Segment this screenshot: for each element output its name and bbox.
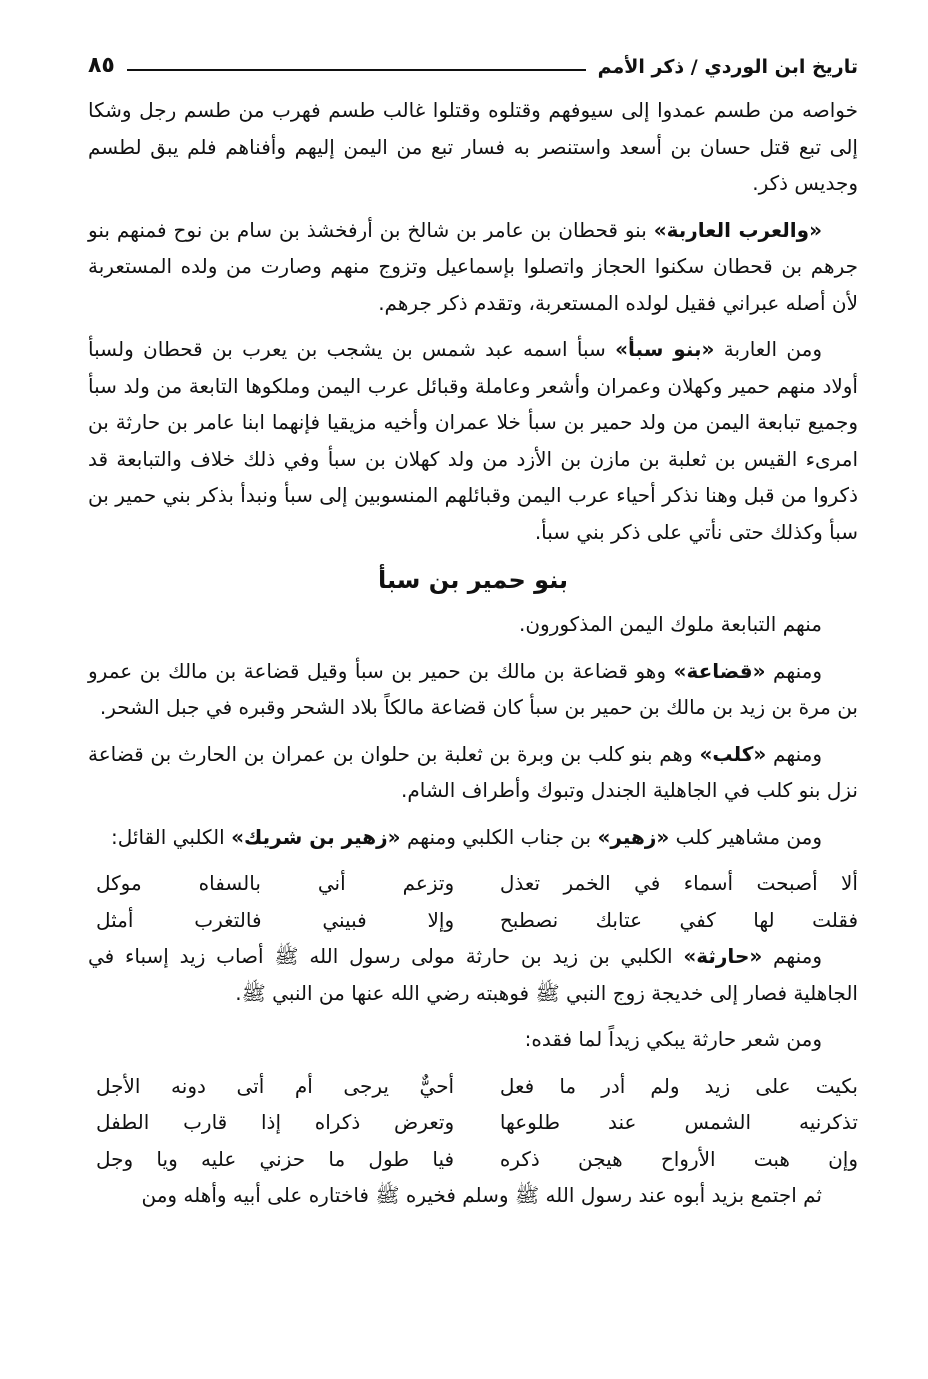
paragraph-6-lead: ومنهم <box>766 741 822 766</box>
poem-1-verse-2 <box>88 902 858 939</box>
term-zuhair-bin-sharik: «زهير بن شريك» <box>231 824 401 849</box>
paragraph-3-text: سبأ اسمه عبد شمس بن يشجب بن يعرب بن قحطان ولسبأ أولاد منهم حمير وكهلان وعمران وأشعر وعاملة وقبائل عرب اليمن وملكوها التابعة من ولد سبأ وجميع تبابعة اليمن من ولد حمير بن سبأ خلا عمران وأخيه مزيقيا فإنهما ابنا عامر بن حارثة بن امرىء القيس بن ثعلبة بن مازن بن الأزد من ولد كهلان بن سبأ وفي ذلك خلاف والتبابعة قد ذكروا من قبل وهنا نذكر أحياء عرب اليمن وقبائلهم المنسوبين إلى سبأ ونبدأ بذكر بني حمير بن سبأ وكذلك حتى نأتي على ذكر بني سبأ. <box>88 337 858 544</box>
term-haritha: «حارثة» <box>683 944 763 968</box>
paragraph-2 <box>88 212 858 322</box>
poem-2-verse-3 <box>88 1141 858 1178</box>
paragraph-8-lead: ومنهم <box>762 944 822 968</box>
poem-2-verse-1 <box>88 1068 858 1105</box>
term-zuhair: «زهير» <box>597 824 670 849</box>
paragraph-6 <box>88 736 858 809</box>
paragraph-1-text: خواصه من طسم عمدوا إلى سيوفهم وقتلوه وقتلوا غالب طسم فهرب من طسم رجل وشكا إلى تبع قتل حسان بن أسعد واستنصر به فسار تبع من اليمن إليهم وأفناهم فلم يبق لطسم وجديس ذكر. <box>88 98 858 195</box>
poem-1-verse-1-sadr: ألا أصبحت أسماء في الخمر تعذل <box>499 871 858 895</box>
paragraph-6-text: وهم بنو كلب بن وبرة بن ثعلبة بن حلوان بن عمران بن الحارث بن قضاعة نزل بنو كلب في الجاهلية الجندل وتبوك وأطراف الشام. <box>88 741 858 802</box>
running-title: تاريخ ابن الوردي / ذكر الأمم <box>597 56 858 78</box>
paragraph-1 <box>88 92 858 202</box>
paragraph-5-lead: ومنهم <box>765 658 822 683</box>
paragraph-4 <box>88 606 858 643</box>
poem-2-verse-2-ajz: وتعرض ذكراه إذا قارب الطفل <box>96 1110 455 1134</box>
page-number: ٨٥ <box>88 53 115 78</box>
paragraph-8-text: الكلبي بن زيد بن حارثة مولى رسول الله ﷺ أصاب زيد إسباء في الجاهلية فصار إلى خديجة زوج النبي ﷺ فوهبته رضي الله عنها من النبي ﷺ. <box>88 944 858 1005</box>
term-kalb: «كلب» <box>699 741 767 766</box>
paragraph-9-text: ومن شعر حارثة يبكي زيداً لما فقده: <box>524 1027 822 1051</box>
paragraph-3-lead: ومن العاربة <box>714 337 822 361</box>
paragraph-8 <box>88 938 858 1011</box>
poem-1-verse-1 <box>88 865 858 902</box>
paragraph-3 <box>88 331 858 550</box>
poem-2-verse-3-ajz: فيا طول ما حزني عليه ويا وجل <box>96 1146 455 1171</box>
poem-1-verse-2-ajz: وإلا فبيني فالتغرب أمثل <box>96 907 455 932</box>
poem-1-verse-1-ajz: وتزعم أني بالسفاه موكل <box>96 871 455 895</box>
paragraph-7 <box>88 819 858 856</box>
poem-1 <box>88 865 858 938</box>
poem-2-verse-1-ajz: أحيٌّ يرجى أم أتى دونه الأجل <box>96 1073 455 1098</box>
paragraph-7-text: الكلبي القائل: <box>111 824 232 849</box>
poem-1-verse-2-sadr: فقلت لها كفي عتابك نصطبح <box>499 907 858 932</box>
running-header <box>88 44 858 78</box>
term-banu-saba: «بنو سبأ» <box>615 337 715 361</box>
poem-2-verse-1-sadr: بكيت على زيد ولم أدر ما فعل <box>499 1073 858 1098</box>
paragraph-10-text: ثم اجتمع بزيد أبوه عند رسول الله ﷺ وسلم فخيره ﷺ فاختاره على أبيه وأهله ومن <box>141 1183 822 1207</box>
paragraph-10 <box>88 1177 858 1214</box>
section-heading: بنو حمير بن سبأ <box>377 566 569 594</box>
poem-2 <box>88 1068 858 1178</box>
header-rule <box>127 69 586 71</box>
paragraph-9 <box>88 1021 858 1058</box>
poem-2-verse-3-sadr: وإن هبت الأرواح هيجن ذكره <box>499 1146 858 1171</box>
poem-2-verse-2 <box>88 1104 858 1141</box>
paragraph-7-lead: ومن مشاهير كلب <box>669 824 822 849</box>
poem-2-verse-2-sadr: تذكرنيه الشمس عند طلوعها <box>499 1110 858 1134</box>
paragraph-5 <box>88 653 858 726</box>
paragraph-5-text: وهو قضاعة بن مالك بن حمير بن سبأ وقيل قضاعة بن مالك بن عمرو بن مرة بن زيد بن مالك بن حمير بن سبأ كان قضاعة مالكاً بلاد الشحر وقبره في جبل الشحر. <box>88 658 858 719</box>
paragraph-2-text: بنو قحطان بن عامر بن شالخ بن أرفخشذ بن سام بن نوح فمنهم بنو جرهم بن قحطان سكنوا الحجاز واتصلوا بإسماعيل وتزوج منهم وصارت من ولده المستعربة لأن أصله عبراني فقيل لولده المستعربة، وتقدم ذكر جرهم. <box>88 217 858 315</box>
term-qudaa: «قضاعة» <box>673 658 766 683</box>
term-arab-ariba: «والعرب العاربة» <box>653 217 823 242</box>
paragraph-7-mid: بن جناب الكلبي ومنهم <box>400 824 598 849</box>
paragraph-4-text: منهم التبابعة ملوك اليمن المذكورون. <box>518 612 822 636</box>
